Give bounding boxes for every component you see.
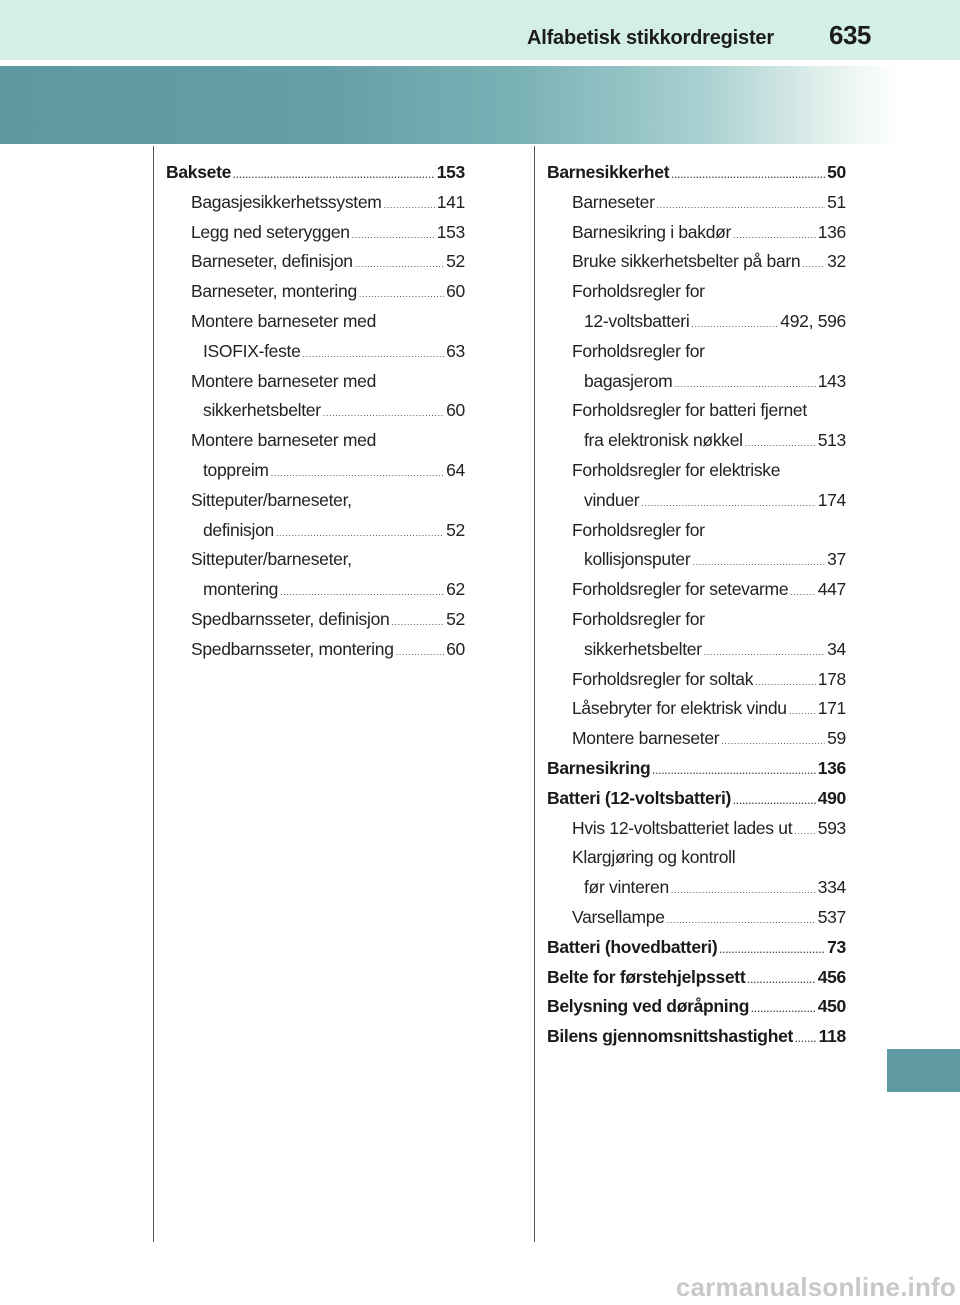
index-entry-text: Barneseter, definisjon: [191, 251, 353, 272]
index-entry-text: Bagasjesikkerhetssystem: [191, 191, 382, 212]
index-entry-text: Forholdsregler for soltak: [572, 668, 754, 689]
index-entry-text: Forholdsregler for: [572, 519, 705, 540]
index-entry: [547, 903, 846, 933]
index-entry-page-ref[interactable]: 334: [817, 877, 846, 898]
dot-leader: [790, 578, 815, 608]
index-entry-text: definisjon: [203, 519, 274, 540]
index-entry-text: Barnesikkerhet: [547, 162, 670, 182]
dot-leader: [641, 489, 815, 519]
index-entry: [547, 218, 846, 248]
index-entry-text: Montere barneseter med: [191, 310, 377, 331]
index-entry: [166, 367, 465, 397]
dot-leader: [667, 906, 816, 936]
index-entry-page-ref[interactable]: 490: [817, 787, 846, 808]
dot-leader: [271, 459, 444, 489]
index-entry-page-ref[interactable]: 64: [446, 459, 465, 480]
index-entry-page-ref[interactable]: 447: [817, 579, 846, 600]
index-entry-text: 12-voltsbatteri: [584, 310, 690, 331]
dot-leader: [652, 757, 815, 787]
dot-leader: [704, 638, 825, 668]
index-entry-page-ref[interactable]: 136: [817, 757, 846, 778]
index-entry: [166, 516, 465, 546]
dot-leader: [280, 578, 444, 608]
index-entry-page-ref[interactable]: 153: [436, 221, 465, 242]
index-entry: [547, 665, 846, 695]
index-entry-page-ref[interactable]: 492, 596: [780, 310, 846, 331]
index-entry-page-ref[interactable]: 174: [817, 489, 846, 510]
index-entry: [547, 188, 846, 218]
index-entry: [166, 337, 465, 367]
middle-column-rule: [534, 146, 535, 1242]
index-entry-text: Baksete: [166, 162, 232, 182]
index-entry: [547, 605, 846, 635]
index-entry-page-ref[interactable]: 153: [436, 162, 465, 182]
index-entry-text: vinduer: [584, 489, 640, 510]
index-entry-text: montering: [203, 579, 279, 600]
index-entry-page-ref[interactable]: 37: [827, 549, 846, 570]
dot-leader: [355, 250, 444, 280]
dot-leader: [721, 727, 825, 757]
index-entry-page-ref[interactable]: 456: [817, 966, 846, 987]
index-entry-page-ref[interactable]: 52: [446, 608, 465, 629]
dot-leader: [747, 966, 815, 996]
index-entry-page-ref[interactable]: 52: [446, 251, 465, 272]
dot-leader: [745, 429, 816, 459]
index-entry-text: Belysning ved døråpning: [547, 996, 750, 1017]
index-entry-text: Barnesikring i bakdør: [572, 221, 732, 242]
index-entry: [547, 545, 846, 575]
dot-leader: [794, 817, 815, 847]
index-entry-page-ref[interactable]: 50: [827, 162, 846, 182]
index-entry: [547, 158, 846, 188]
index-entry: [166, 218, 465, 248]
index-entry-page-ref[interactable]: 60: [446, 281, 465, 302]
index-entry: [166, 158, 465, 188]
index-entry: [166, 426, 465, 456]
dot-leader: [359, 280, 444, 310]
index-entry-page-ref[interactable]: 118: [818, 1026, 846, 1047]
index-entry-page-ref[interactable]: 513: [817, 430, 846, 451]
index-entry-text: Låsebryter for elektrisk vindu: [572, 698, 787, 719]
dot-leader: [352, 221, 435, 251]
dot-leader: [802, 250, 825, 280]
index-entry-text: Forholdsregler for: [572, 281, 705, 302]
index-entry: [547, 843, 846, 873]
index-entry: [547, 992, 846, 1022]
index-entry: [547, 694, 846, 724]
index-entry: [166, 575, 465, 605]
dot-leader: [303, 340, 445, 370]
index-entry-page-ref[interactable]: 34: [827, 638, 846, 659]
index-entry: [547, 516, 846, 546]
index-entry-text: Barneseter: [572, 191, 655, 212]
page-title: Alfabetisk stikkordregister: [527, 27, 774, 49]
index-entry-text: Bruke sikkerhetsbelter på barn: [572, 251, 801, 272]
index-column-left: [166, 158, 465, 665]
index-entry-text: bagasjerom: [584, 370, 673, 391]
index-entry-page-ref[interactable]: 73: [827, 936, 846, 957]
dot-leader: [671, 876, 816, 906]
dot-leader: [396, 638, 444, 668]
dot-leader: [323, 399, 444, 429]
index-entry: [166, 545, 465, 575]
index-entry-page-ref[interactable]: 593: [817, 817, 846, 838]
index-entry: [547, 635, 846, 665]
dot-leader: [276, 519, 444, 549]
index-entry: [547, 277, 846, 307]
index-entry-page-ref[interactable]: 537: [817, 906, 846, 927]
dot-leader: [692, 548, 825, 578]
index-entry-text: Barnesikring: [547, 757, 651, 778]
index-entry-page-ref[interactable]: 171: [817, 698, 846, 719]
index-entry-text: Sitteputer/barneseter,: [191, 549, 352, 570]
index-entry-text: Spedbarnsseter, definisjon: [191, 608, 390, 629]
dot-leader: [671, 161, 825, 191]
index-entry: [166, 188, 465, 218]
index-entry-page-ref[interactable]: 62: [446, 579, 465, 600]
dot-leader: [733, 221, 816, 251]
index-entry-text: kollisjonsputer: [584, 549, 691, 570]
index-entry: [166, 605, 465, 635]
index-entry-page-ref[interactable]: 136: [817, 221, 846, 242]
dot-leader: [751, 995, 816, 1025]
index-entry-text: Montere barneseter med: [191, 430, 377, 451]
index-entry-text: Montere barneseter med: [191, 370, 377, 391]
index-entry: [166, 277, 465, 307]
dot-leader: [795, 1025, 817, 1055]
index-entry-text: Montere barneseter: [572, 728, 720, 749]
index-entry-text: sikkerhetsbelter: [584, 638, 702, 659]
index-entry: [166, 307, 465, 337]
index-entry: [547, 426, 846, 456]
index-entry: [547, 784, 846, 814]
dot-leader: [657, 191, 826, 221]
index-entry-text: Forholdsregler for elektriske: [572, 459, 781, 480]
left-column-rule: [153, 146, 154, 1242]
index-entry-page-ref[interactable]: 63: [446, 340, 465, 361]
index-column-right: [547, 158, 846, 1052]
dot-leader: [719, 936, 825, 966]
index-entry-text: Forholdsregler for: [572, 340, 705, 361]
watermark: carmanualsonline.info: [675, 1272, 956, 1302]
index-entry-text: Legg ned seteryggen: [191, 221, 350, 242]
index-entry-page-ref[interactable]: 52: [446, 519, 465, 540]
index-entry-page-ref[interactable]: 59: [827, 728, 846, 749]
index-entry: [547, 396, 846, 426]
decorative-gradient-band: [0, 66, 900, 144]
index-entry-text: Spedbarnsseter, montering: [191, 638, 394, 659]
index-entry: [547, 247, 846, 277]
index-entry-text: Klargjøring og kontroll: [572, 847, 736, 868]
index-entry: [547, 337, 846, 367]
index-entry: [547, 307, 846, 337]
dot-leader: [233, 161, 435, 191]
index-entry-text: Varsellampe: [572, 906, 665, 927]
index-entry: [547, 1022, 846, 1052]
header-band: [0, 0, 960, 60]
index-entry-page-ref[interactable]: 178: [817, 668, 846, 689]
index-entry: [547, 456, 846, 486]
index-entry-text: Bilens gjennomsnittshastighet: [547, 1026, 794, 1047]
index-entry: [547, 963, 846, 993]
page-number: 635: [829, 20, 871, 50]
index-entry: [547, 814, 846, 844]
index-entry-text: Batteri (12-voltsbatteri): [547, 787, 732, 808]
index-entry: [166, 456, 465, 486]
dot-leader: [755, 668, 815, 698]
index-entry: [547, 367, 846, 397]
index-entry-page-ref[interactable]: 32: [827, 251, 846, 272]
index-entry-text: sikkerhetsbelter: [203, 400, 321, 421]
index-entry-text: Hvis 12-voltsbatteriet lades ut: [572, 817, 793, 838]
index-entry-text: Belte for førstehjelpssett: [547, 966, 746, 987]
index-entry-text: ISOFIX-feste: [203, 340, 301, 361]
index-entry: [547, 486, 846, 516]
index-entry-text: Batteri (hovedbatteri): [547, 936, 718, 957]
index-entry-text: toppreim: [203, 459, 269, 480]
index-entry: [547, 575, 846, 605]
index-entry-text: før vinteren: [584, 877, 669, 898]
dot-leader: [674, 370, 815, 400]
index-entry-page-ref[interactable]: 51: [827, 191, 846, 212]
dot-leader: [691, 310, 778, 340]
index-entry: [166, 396, 465, 426]
index-entry: [547, 933, 846, 963]
dot-leader: [733, 787, 816, 817]
index-entry-text: Forholdsregler for: [572, 608, 705, 629]
dot-leader: [384, 191, 435, 221]
index-entry-text: Forholdsregler for batteri fjernet: [572, 400, 807, 421]
index-entry-text: Forholdsregler for setevarme: [572, 579, 789, 600]
index-entry-page-ref[interactable]: 450: [817, 996, 846, 1017]
index-entry-page-ref[interactable]: 60: [446, 400, 465, 421]
index-entry: [166, 486, 465, 516]
index-entry-text: Barneseter, montering: [191, 281, 357, 302]
index-entry-page-ref[interactable]: 143: [817, 370, 846, 391]
index-entry-page-ref[interactable]: 141: [436, 191, 465, 212]
index-entry-text: fra elektronisk nøkkel: [584, 430, 743, 451]
dot-leader: [391, 608, 444, 638]
index-entry: [166, 635, 465, 665]
index-entry: [547, 724, 846, 754]
dot-leader: [789, 697, 816, 727]
index-entry: [547, 873, 846, 903]
index-entry-text: Sitteputer/barneseter,: [191, 489, 352, 510]
index-entry-page-ref[interactable]: 60: [446, 638, 465, 659]
index-entry: [547, 754, 846, 784]
chapter-side-tab: [887, 1049, 960, 1092]
index-entry: [166, 247, 465, 277]
